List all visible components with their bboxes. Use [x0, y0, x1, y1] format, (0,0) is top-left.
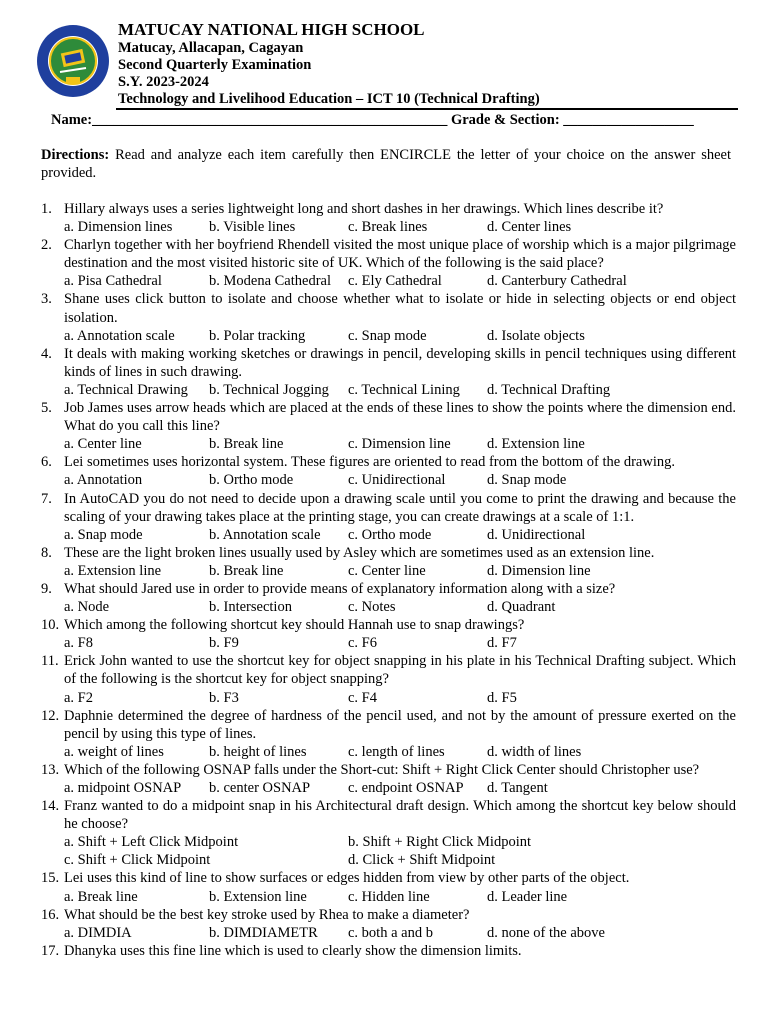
- answer-choice[interactable]: d. F7: [487, 635, 517, 652]
- answer-choices: [64, 272, 736, 290]
- answer-choices: [64, 743, 736, 761]
- question-item: [41, 652, 736, 706]
- answer-choice[interactable]: a. F2: [64, 689, 93, 706]
- question-number: 17.: [41, 942, 60, 959]
- answer-choice[interactable]: a. F8: [64, 635, 93, 652]
- question-text: Shane uses click button to isolate and choose whether what to isolate or hide in selecting objects or end object isolation.: [64, 291, 736, 326]
- answer-choices: [64, 327, 736, 345]
- answer-choice[interactable]: b. Modena Cathedral: [209, 273, 332, 290]
- answer-choice[interactable]: b. Visible lines: [209, 219, 296, 236]
- answer-choice[interactable]: d. Canterbury Cathedral: [487, 273, 627, 290]
- answer-choice[interactable]: b. Ortho mode: [209, 472, 294, 489]
- answer-choice[interactable]: c. both a and b: [348, 924, 433, 941]
- answer-choice[interactable]: a. Pisa Cathedral: [64, 273, 162, 290]
- answer-choice[interactable]: d. none of the above: [487, 924, 605, 941]
- question-text: What should be the best key stroke used by Rhea to make a diameter?: [64, 906, 470, 923]
- question-item: [41, 453, 736, 489]
- answer-choices: [64, 598, 736, 616]
- question-number: 14.: [41, 798, 60, 815]
- answer-choices: [64, 435, 736, 453]
- question-item: [41, 290, 736, 344]
- answer-choices: [64, 381, 736, 399]
- question-number: 4.: [41, 345, 52, 362]
- answer-choice[interactable]: d. width of lines: [487, 743, 582, 760]
- answer-choice[interactable]: c. F6: [348, 635, 377, 652]
- question-text: Daphnie determined the degree of hardness of the pencil used, and not by the amount of pressure exerted on the pencil by using this type of lines.: [64, 707, 736, 742]
- answer-choice[interactable]: b. Shift + Right Click Midpoint: [348, 834, 531, 851]
- answer-choice[interactable]: d. Extension line: [487, 436, 585, 453]
- name-grade-section-line: Name:_________________________________________________ Grade & Section: __________________: [51, 112, 694, 128]
- question-text: Erick John wanted to use the shortcut key for object snapping in his plate in his Technical Drafting subject. Which of the following is the shortcut key for object snapping?: [64, 653, 736, 688]
- answer-choice[interactable]: a. Break line: [64, 888, 138, 905]
- question-item: [41, 616, 736, 652]
- question-item: [41, 544, 736, 580]
- answer-choices: [64, 218, 736, 236]
- answer-choice[interactable]: d. Isolate objects: [487, 327, 585, 344]
- answer-choice[interactable]: c. Unidirectional: [348, 472, 446, 489]
- question-number: 8.: [41, 544, 52, 561]
- question-text: Dhanyka uses this fine line which is used to clearly show the dimension limits.: [64, 942, 522, 959]
- answer-choice[interactable]: c. Dimension line: [348, 436, 451, 453]
- directions-label: Directions:: [41, 147, 110, 163]
- answer-choices: [64, 779, 736, 797]
- question-text: These are the light broken lines usually used by Asley which are sometimes used as an extension line.: [64, 544, 655, 561]
- answer-choice[interactable]: b. Intersection: [209, 599, 292, 616]
- answer-choice[interactable]: c. length of lines: [348, 743, 445, 760]
- question-text: Charlyn together with her boyfriend Rhendell visited the most unique place of worship which is a major pilgrimage destination and the most visited historic site of UK. Which of the following is the said place?: [64, 237, 736, 272]
- answer-choices: [64, 833, 736, 869]
- answer-choice[interactable]: b. height of lines: [209, 743, 307, 760]
- school-address: Matucay, Allacapan, Cagayan: [118, 40, 304, 56]
- answer-choice[interactable]: c. Break lines: [348, 219, 428, 236]
- answer-choices: [64, 634, 736, 652]
- question-item: [41, 797, 736, 869]
- answer-choice[interactable]: b. Technical Jogging: [209, 381, 329, 398]
- school-name: MATUCAY NATIONAL HIGH SCHOOL: [118, 20, 425, 39]
- answer-choice[interactable]: a. Annotation scale: [64, 327, 175, 344]
- answer-choice[interactable]: d. Quadrant: [487, 599, 556, 616]
- question-number: 6.: [41, 454, 52, 471]
- answer-choice[interactable]: a. Node: [64, 599, 110, 616]
- answer-choices: [64, 562, 736, 580]
- answer-choice[interactable]: a. midpoint OSNAP: [64, 780, 182, 796]
- question-number: 3.: [41, 291, 52, 308]
- directions: [41, 146, 731, 182]
- answer-choice[interactable]: b. Extension line: [209, 888, 307, 905]
- question-number: 15.: [41, 870, 60, 887]
- question-number: 9.: [41, 580, 52, 597]
- answer-choice[interactable]: c. Notes: [348, 599, 396, 616]
- answer-choice[interactable]: d. Center lines: [487, 219, 572, 236]
- answer-choice[interactable]: c. Shift + Click Midpoint: [64, 852, 211, 869]
- answer-choice[interactable]: c. Center line: [348, 562, 426, 579]
- question-item: [41, 906, 736, 942]
- question-number: 1.: [41, 201, 52, 217]
- question-number: 11.: [41, 653, 59, 670]
- subject-title: Technology and Livelihood Education – ICT 10 (Technical Drafting): [118, 91, 540, 107]
- answer-choice[interactable]: a. DIMDIA: [64, 924, 132, 941]
- exam-title: Second Quarterly Examination: [118, 57, 312, 73]
- question-item: [41, 345, 736, 399]
- answer-choice[interactable]: c. Technical Lining: [348, 381, 460, 398]
- header-divider: [116, 108, 738, 110]
- answer-choice[interactable]: a. Technical Drawing: [64, 381, 188, 398]
- question-item: [41, 707, 736, 761]
- answer-choices: [64, 888, 736, 906]
- question-item: [41, 399, 736, 453]
- answer-choice[interactable]: c. Ely Cathedral: [348, 273, 442, 290]
- answer-choice[interactable]: d. Leader line: [487, 888, 568, 905]
- answer-choices: [64, 924, 736, 942]
- question-text: Which among the following shortcut key should Hannah use to snap drawings?: [64, 617, 525, 634]
- question-item: [41, 490, 736, 544]
- answer-choice[interactable]: c. endpoint OSNAP: [348, 780, 464, 796]
- answer-choice[interactable]: b. Break line: [209, 562, 284, 579]
- question-item: [41, 942, 736, 960]
- question-number: 10.: [41, 617, 60, 634]
- question-text: What should Jared use in order to provide means of explanatory information along with a size?: [64, 580, 616, 597]
- answer-choice[interactable]: b. Annotation scale: [209, 526, 321, 543]
- answer-choice[interactable]: d. Unidirectional: [487, 526, 586, 543]
- answer-choice[interactable]: a. Annotation: [64, 472, 143, 489]
- question-list: [41, 200, 736, 960]
- answer-choice[interactable]: a. Dimension lines: [64, 219, 173, 236]
- question-text: Franz wanted to do a midpoint snap in his Architectural draft design. Which among the shortcut key below should he choose?: [64, 798, 736, 833]
- question-item: [41, 869, 736, 905]
- question-number: 7.: [41, 490, 52, 507]
- answer-choices: [64, 689, 736, 707]
- question-item: [41, 236, 736, 290]
- question-text: Which of the following OSNAP falls under the Short-cut: Shift + Right Click Center should Christopher use?: [64, 761, 700, 778]
- question-number: 16.: [41, 906, 60, 923]
- answer-choice[interactable]: b. F3: [209, 689, 239, 706]
- answer-choice[interactable]: d. F5: [487, 689, 517, 706]
- answer-choice[interactable]: c. Ortho mode: [348, 526, 432, 543]
- school-year: S.Y. 2023-2024: [118, 74, 209, 90]
- answer-choice[interactable]: d. Tangent: [487, 780, 548, 796]
- directions-text: Read and analyze each item carefully then ENCIRCLE the letter of your choice on the answer sheet provided.: [41, 147, 731, 181]
- answer-choice[interactable]: c. Hidden line: [348, 888, 430, 905]
- question-text: In AutoCAD you do not need to decide upon a drawing scale until you come to print the drawing and because the scaling of your drawing takes place at the printing stage, you can create drawings at a scale of 1:1.: [64, 490, 736, 525]
- answer-choice[interactable]: c. Snap mode: [348, 327, 427, 344]
- question-text: Lei sometimes uses horizontal system. These figures are oriented to read from the bottom of the drawing.: [64, 454, 675, 471]
- answer-choice[interactable]: b. DIMDIAMETR: [209, 924, 318, 941]
- answer-choice[interactable]: d. Dimension line: [487, 562, 591, 579]
- answer-choice[interactable]: b. F9: [209, 635, 239, 652]
- answer-choices: [64, 526, 736, 544]
- question-text: Lei uses this kind of line to show surfaces or edges hidden from view by other parts of the object.: [64, 870, 630, 887]
- question-item: [41, 580, 736, 616]
- answer-choice[interactable]: b. Polar tracking: [209, 327, 306, 344]
- question-item: [41, 761, 736, 797]
- answer-choice[interactable]: d. Click + Shift Midpoint: [348, 852, 496, 869]
- question-number: 5.: [41, 400, 52, 417]
- answer-choice[interactable]: a. weight of lines: [64, 743, 164, 760]
- answer-choice[interactable]: d. Snap mode: [487, 472, 567, 489]
- question-text: It deals with making working sketches or drawings in pencil, developing skills in pencil techniques using different kinds of lines in such drawing.: [64, 345, 736, 380]
- question-number: 13.: [41, 761, 60, 778]
- question-text: Job James uses arrow heads which are placed at the ends of these lines to show the points where the dimension end. What do you call this line?: [64, 400, 736, 435]
- question-number: 12.: [41, 707, 60, 724]
- answer-choice[interactable]: a. Extension line: [64, 562, 162, 579]
- answer-choice[interactable]: b. center OSNAP: [209, 780, 311, 796]
- answer-choices: [64, 471, 736, 489]
- answer-choice[interactable]: a. Center line: [64, 436, 142, 453]
- answer-choice[interactable]: b. Break line: [209, 436, 284, 453]
- answer-choice[interactable]: c. F4: [348, 689, 377, 706]
- school-seal-logo: [36, 24, 110, 98]
- answer-choice[interactable]: d. Technical Drafting: [487, 381, 611, 398]
- exam-header: [0, 0, 768, 110]
- question-item: [41, 200, 736, 236]
- question-text: Hillary always uses a series lightweight long and short dashes in her drawings. Which lines describe it?: [64, 201, 664, 217]
- answer-choice[interactable]: a. Shift + Left Click Midpoint: [64, 834, 239, 851]
- question-number: 2.: [41, 237, 52, 254]
- answer-choice[interactable]: a. Snap mode: [64, 526, 143, 543]
